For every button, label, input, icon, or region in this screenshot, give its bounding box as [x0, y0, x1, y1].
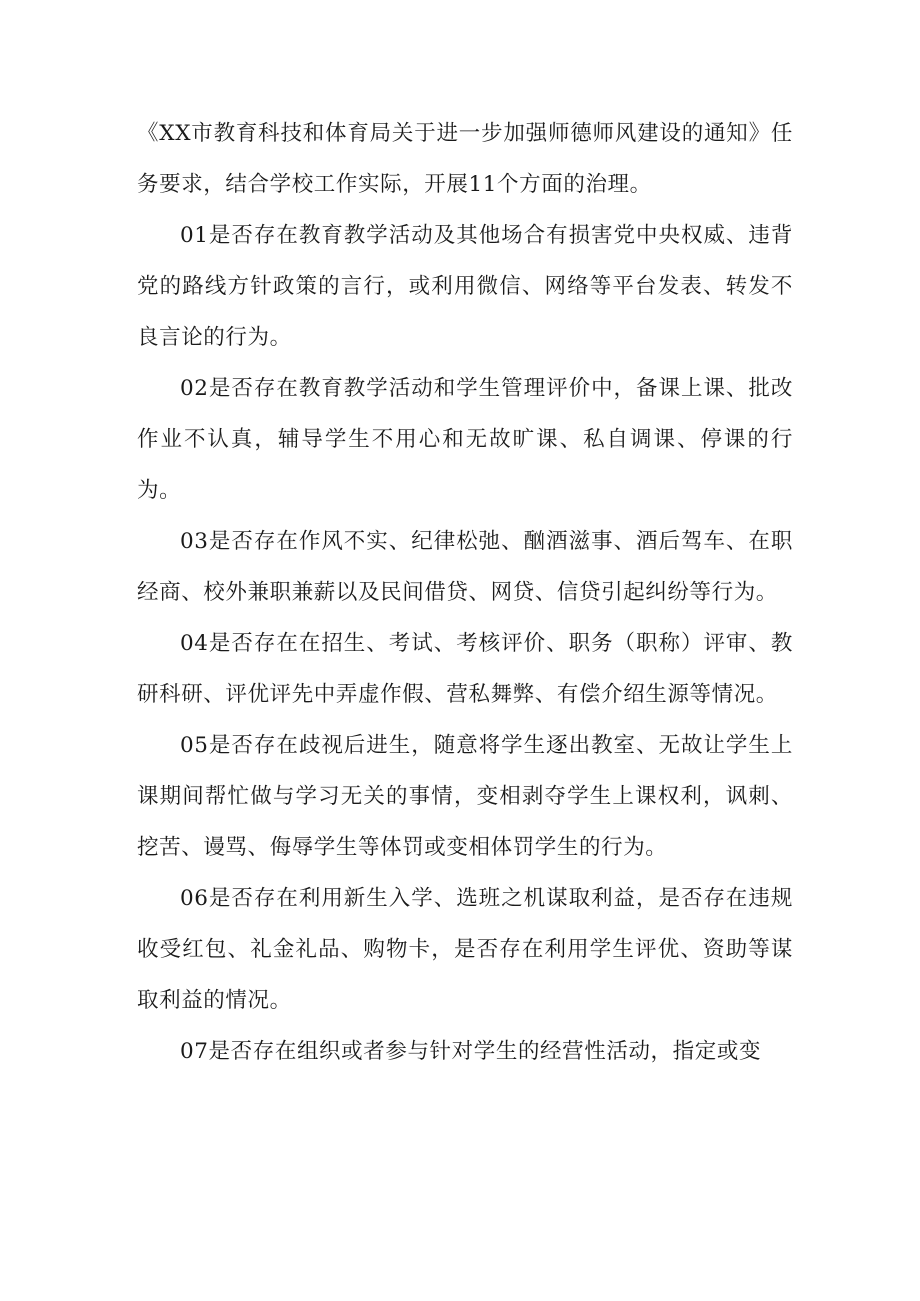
item-paragraph-03: 03是否存在作风不实、纪律松弛、酗酒滋事、酒后驾车、在职经商、校外兼职兼薪以及民间借贷、网贷、信贷引起纠纷等行为。 [137, 529, 793, 605]
item-paragraph-05: 05是否存在歧视后进生，随意将学生逐出教室、无故让学生上课期间帮忙做与学习无关的事情，变相剥夺学生上课权利，讽刺、挖苦、谩骂、侮辱学生等体罚或变相体罚学生的行为。 [137, 733, 793, 860]
item-paragraph-01: 01是否存在教育教学活动及其他场合有损害党中央权威、违背党的路线方针政策的言行，或利用微信、网络等平台发表、转发不良言论的行为。 [137, 223, 793, 350]
item-paragraph-04: 04是否存在在招生、考试、考核评价、职务（职称）评审、教研科研、评优评先中弄虚作假、营私舞弊、有偿介绍生源等情况。 [137, 631, 793, 707]
item-paragraph-07: 07是否存在组织或者参与针对学生的经营性活动，指定或变 [180, 1039, 762, 1064]
intro-paragraph: 《XX市教育科技和体育局关于进一步加强师德师风建设的通知》任务要求，结合学校工作实际，开展11个方面的治理。 [137, 121, 793, 197]
document-body [137, 108, 793, 1077]
item-paragraph-02: 02是否存在教育教学活动和学生管理评价中，备课上课、批改作业不认真，辅导学生不用心和无故旷课、私自调课、停课的行为。 [137, 376, 793, 503]
item-paragraph-06: 06是否存在利用新生入学、选班之机谋取利益，是否存在违规收受红包、礼金礼品、购物卡，是否存在利用学生评优、资助等谋取利益的情况。 [137, 886, 793, 1013]
